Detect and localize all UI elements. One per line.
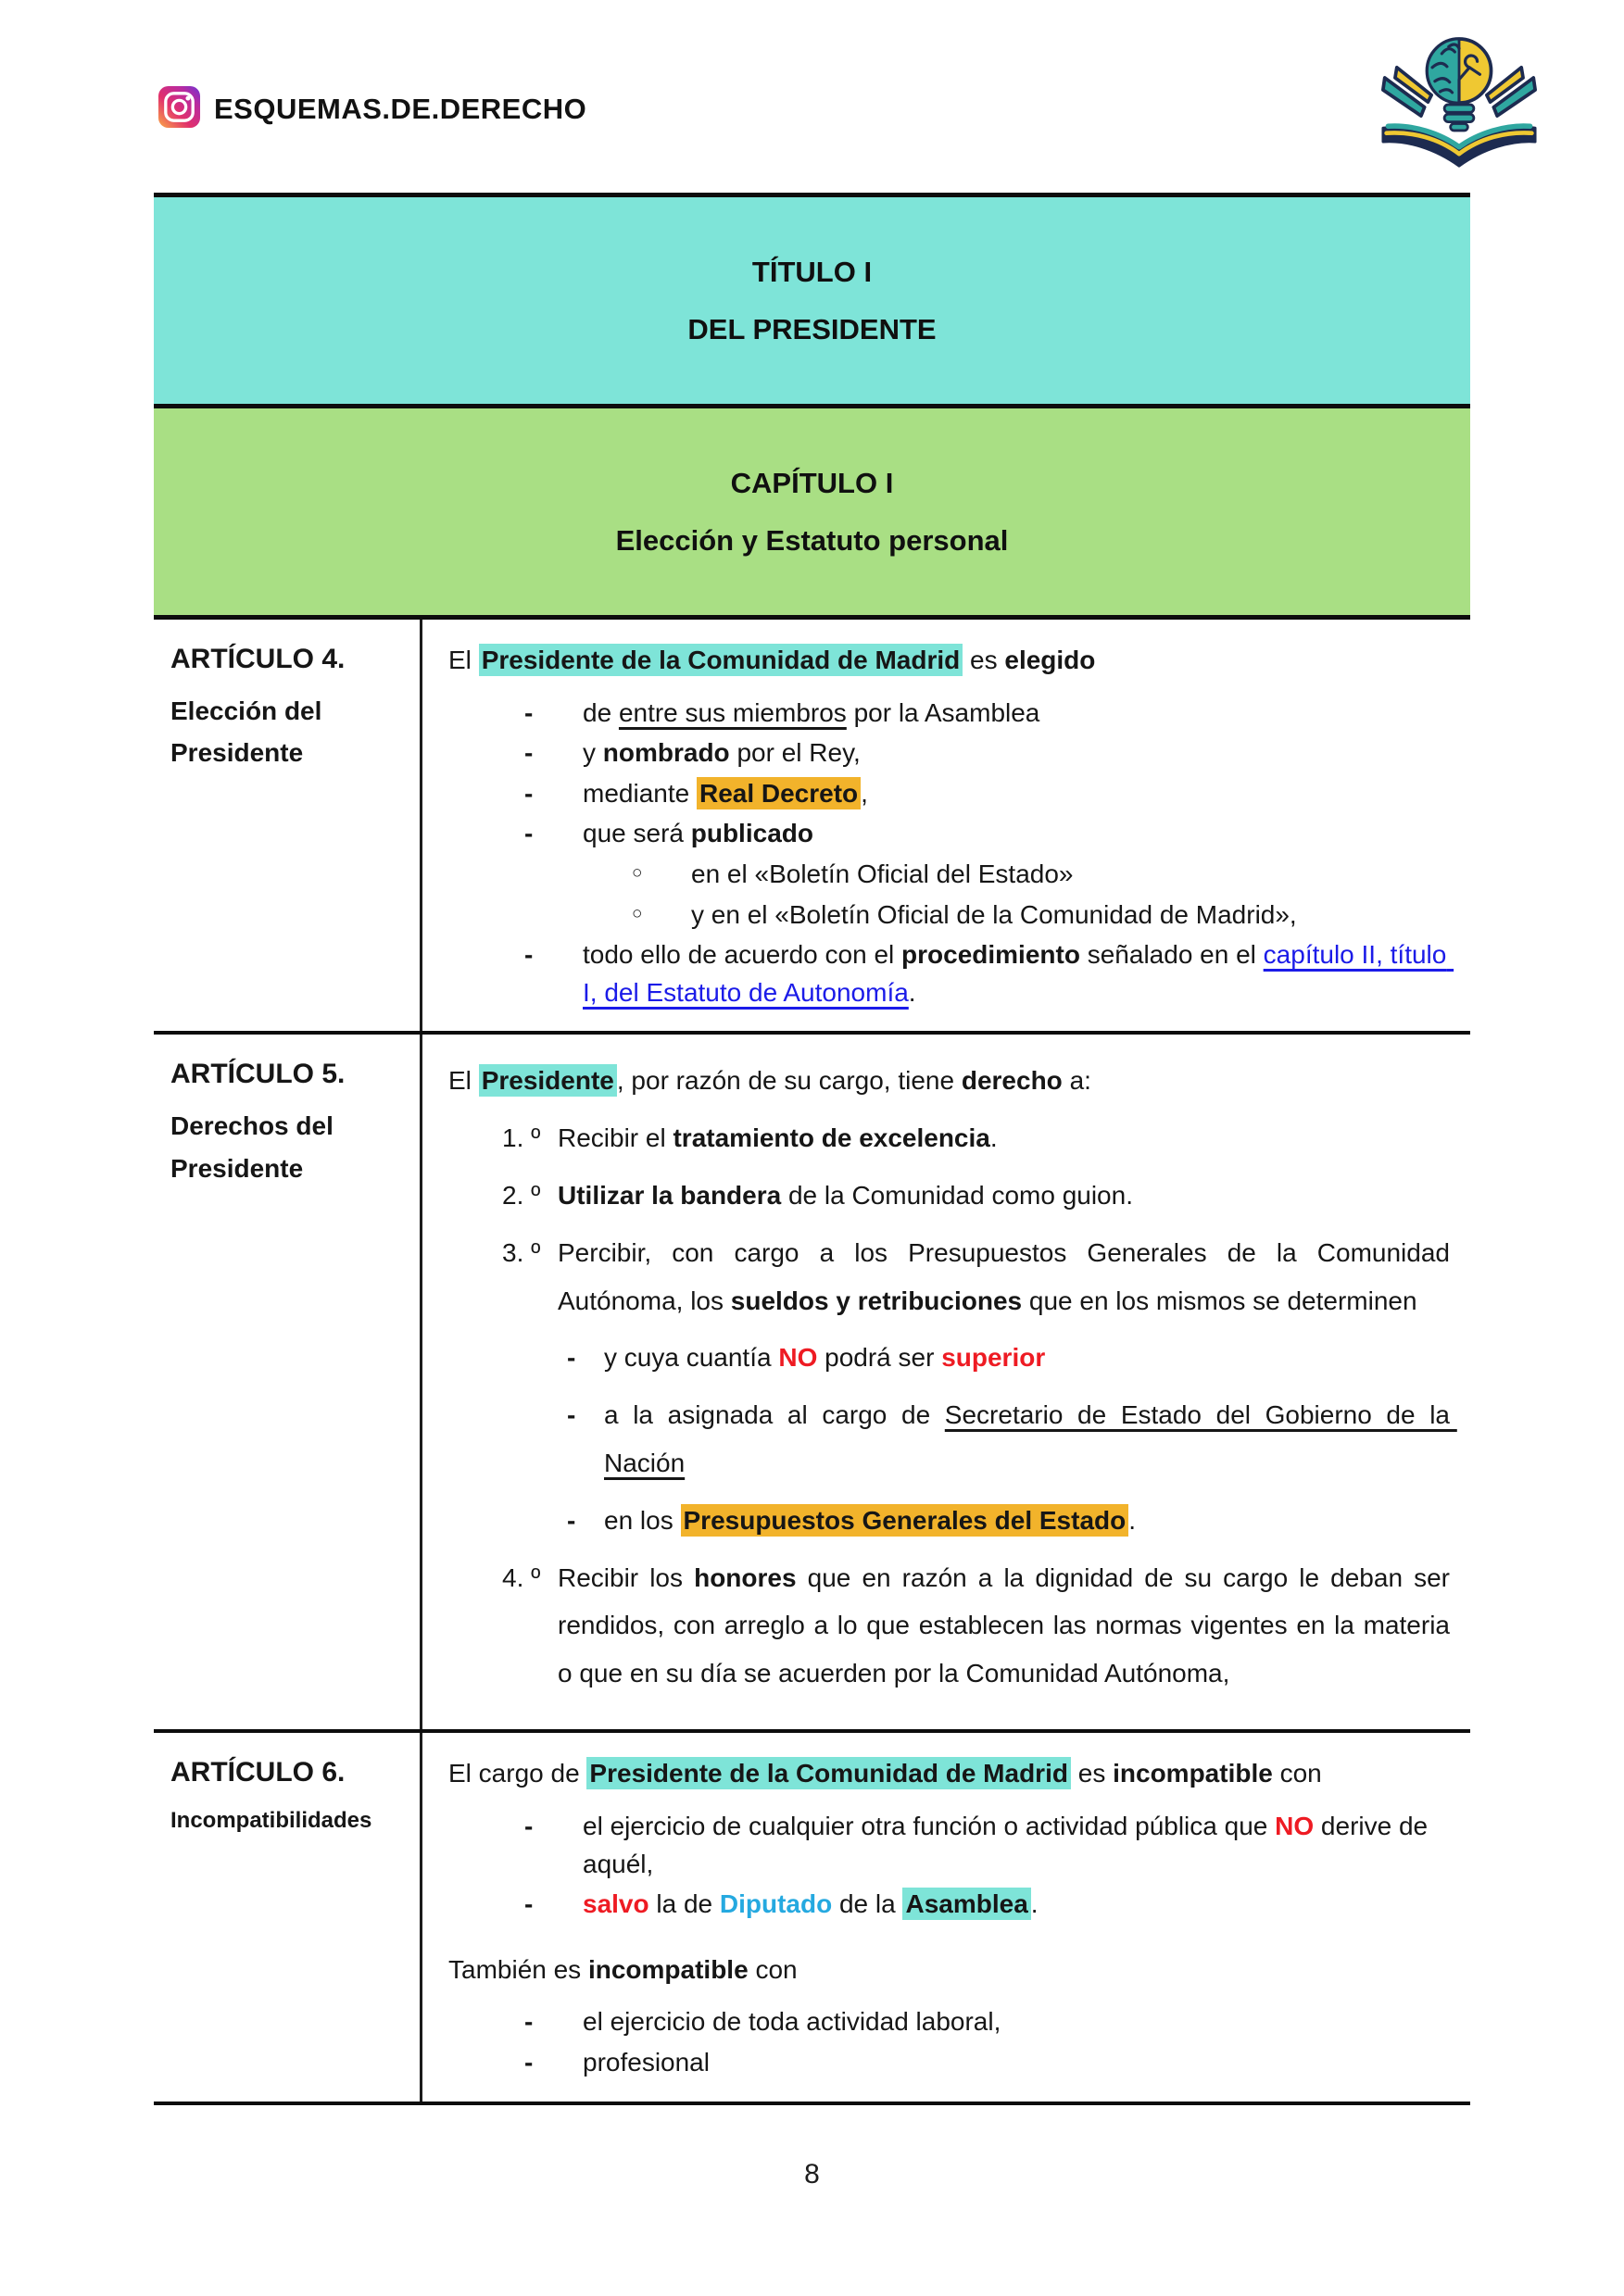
text-segment: Utilizar la bandera [558, 1180, 782, 1210]
article-content-cell [420, 620, 1470, 1031]
list-item [448, 695, 1450, 733]
list-marker: 4. º [502, 1562, 541, 1592]
text-segment: mediante [583, 778, 697, 808]
text-segment: El cargo de [448, 1759, 587, 1788]
content-paragraph [448, 1057, 1450, 1105]
text-segment: en el «Boletín Oficial del Estado» [691, 859, 1074, 888]
article-subtitle: Elección del Presidente [170, 696, 322, 768]
brain-lightbulb-book-logo [1372, 26, 1546, 182]
brand-handle: ESQUEMAS.DE.DERECHO [214, 93, 587, 125]
article-row [154, 620, 1470, 1035]
text-segment: Percibir, con cargo a los Presupuestos Generales de la Comunidad Autónoma, los [558, 1237, 1456, 1315]
list-item [448, 1808, 1450, 1883]
text-segment: . [1030, 1889, 1039, 1919]
article-header-cell [154, 620, 420, 1031]
text-segment: la de [648, 1889, 720, 1919]
list-item [448, 1114, 1450, 1162]
text-segment: con [1272, 1759, 1322, 1788]
text-segment: y en el «Boletín Oficial de la Comunidad de Madrid», [691, 899, 1297, 929]
article-row [154, 1035, 1470, 1733]
brand [157, 85, 586, 133]
text-segment: El [448, 1066, 479, 1096]
article-header-cell [154, 1733, 420, 2101]
text-segment: que será [583, 819, 691, 848]
list-marker: - [524, 940, 534, 970]
content-paragraph [448, 1755, 1450, 1793]
text-segment: salvo [583, 1889, 649, 1919]
list-marker: - [524, 1889, 534, 1919]
article-subtitle: Derechos del Presidente [170, 1111, 334, 1183]
list-item [448, 1391, 1457, 1487]
list-item [448, 2044, 1450, 2082]
list-marker: - [567, 1505, 576, 1535]
text-segment: También es [448, 1954, 588, 1984]
instagram-icon [157, 85, 201, 133]
text-segment: honores [694, 1562, 797, 1592]
chapter-line2: Elección y Estatuto personal [615, 523, 1009, 557]
list-item [448, 775, 1450, 813]
schema-table [154, 193, 1470, 2105]
text-segment: . [908, 977, 916, 1007]
text-segment: a: [1062, 1066, 1091, 1096]
list-item [448, 1554, 1457, 1698]
text-segment: a la asignada al cargo de [604, 1400, 945, 1430]
text-segment: Secretario de Estado del Gobierno de la Nación [604, 1400, 1457, 1477]
list-item [448, 1229, 1456, 1325]
list-marker: 3. º [502, 1237, 541, 1267]
text-segment: el ejercicio de toda actividad laboral, [583, 2007, 1001, 2037]
text-segment: derecho [961, 1066, 1063, 1096]
list-item [448, 856, 1450, 894]
list-marker: - [524, 697, 534, 727]
list-item [448, 1334, 1450, 1382]
list-item [448, 1886, 1450, 1924]
article-row [154, 1733, 1470, 2104]
text-segment: . [989, 1123, 998, 1153]
text-segment: por el Rey, [729, 738, 861, 768]
text-segment: es [963, 646, 1005, 674]
list-marker: 1. º [502, 1123, 541, 1153]
text-segment: sueldos y retribuciones [730, 1286, 1023, 1315]
list-marker: - [524, 2007, 534, 2037]
list-item [448, 897, 1450, 935]
text-segment: Asamblea [902, 1888, 1030, 1920]
article-label: ARTÍCULO 6. [170, 1757, 346, 1788]
list-item [448, 2003, 1450, 2041]
text-segment: Presidente de la Comunidad de Madrid [586, 1757, 1071, 1789]
text-segment: todo ello de acuerdo con el [583, 940, 902, 970]
title-line1: TÍTULO I [751, 255, 873, 288]
text-segment: elegido [1004, 646, 1096, 674]
page-number: 8 [804, 2158, 820, 2189]
text-segment: , [861, 778, 868, 808]
text-segment: Presidente de la Comunidad de Madrid [479, 644, 963, 676]
text-segment: tratamiento de excelencia [673, 1123, 990, 1153]
text-segment: Real Decreto [697, 777, 861, 809]
text-segment: con [748, 1954, 798, 1984]
article-label: ARTÍCULO 4. [170, 644, 346, 674]
text-segment: NO [1275, 1811, 1315, 1840]
text-segment: incompatible [1113, 1759, 1273, 1788]
page-header [0, 0, 1624, 193]
text-segment: procedimiento [901, 940, 1080, 970]
text-segment: NO [778, 1343, 818, 1373]
article-content-cell [420, 1035, 1470, 1729]
text-segment: Presidente [479, 1064, 617, 1097]
title-block [154, 193, 1470, 408]
text-segment: nombrado [602, 738, 730, 768]
chapter-line1: CAPÍTULO I [730, 466, 894, 499]
article-subtitle: Incompatibilidades [170, 1808, 372, 1834]
text-segment: Presupuestos Generales del Estado [681, 1504, 1129, 1537]
text-segment: y cuya cuantía [604, 1343, 779, 1373]
text-segment: Recibir el [558, 1123, 674, 1153]
list-marker: - [524, 738, 534, 768]
inline-link[interactable]: capítulo II, título I, del Estatuto de Autonomía [583, 940, 1454, 1007]
content-paragraph [448, 1951, 1450, 1989]
list-item [448, 1172, 1450, 1220]
list-marker: - [567, 1400, 576, 1430]
list-marker: ○ [632, 903, 643, 923]
list-item [448, 734, 1450, 772]
list-marker: - [524, 1811, 534, 1840]
text-segment: que en los mismos se determinen [1022, 1286, 1417, 1315]
text-segment: que en razón a la dignidad de su cargo le deban ser rendidos, con arreglo a lo que establecen las normas vigentes en la materia o que en su día se acuerden por la Comunidad Autónoma, [558, 1562, 1457, 1688]
list-marker: - [524, 778, 534, 808]
list-item [448, 815, 1450, 853]
text-segment: de la [832, 1889, 903, 1919]
list-marker: ○ [632, 862, 643, 883]
list-item [448, 936, 1454, 1011]
page-footer [0, 2159, 1624, 2190]
text-segment: de [583, 697, 619, 727]
title-line2: DEL PRESIDENTE [687, 312, 937, 345]
chapter-block [154, 408, 1470, 620]
text-segment: Diputado [719, 1889, 833, 1919]
text-segment: señalado en el [1079, 940, 1264, 970]
text-segment: por la Asamblea [846, 697, 1040, 727]
text-segment: es [1070, 1759, 1114, 1788]
article-header-cell [154, 1035, 420, 1729]
text-segment: , por razón de su cargo, tiene [616, 1066, 962, 1096]
text-segment: de la Comunidad como guion. [781, 1180, 1133, 1210]
text-segment: en los [604, 1505, 681, 1535]
text-segment: El [448, 646, 479, 674]
text-segment: profesional [583, 2047, 710, 2076]
content-paragraph [448, 642, 1450, 680]
text-segment: Recibir los [558, 1562, 695, 1592]
text-segment: derive de aquél, [583, 1811, 1435, 1878]
text-segment: el ejercicio de cualquier otra función o actividad pública que [583, 1811, 1276, 1840]
article-rows [154, 620, 1470, 2105]
text-segment: . [1128, 1505, 1137, 1535]
text-segment: publicado [690, 819, 813, 848]
article-content-cell [420, 1733, 1470, 2101]
text-segment: podrá ser [817, 1343, 942, 1373]
text-segment: incompatible [587, 1954, 749, 1984]
text-segment: y [583, 738, 603, 768]
list-marker: - [524, 819, 534, 848]
article-label: ARTÍCULO 5. [170, 1059, 346, 1090]
list-marker: - [524, 2047, 534, 2076]
list-marker: - [567, 1343, 576, 1373]
list-marker: 2. º [502, 1180, 541, 1210]
text-segment: superior [941, 1343, 1046, 1373]
text-segment: entre sus miembros [618, 697, 847, 727]
list-item [448, 1497, 1450, 1545]
